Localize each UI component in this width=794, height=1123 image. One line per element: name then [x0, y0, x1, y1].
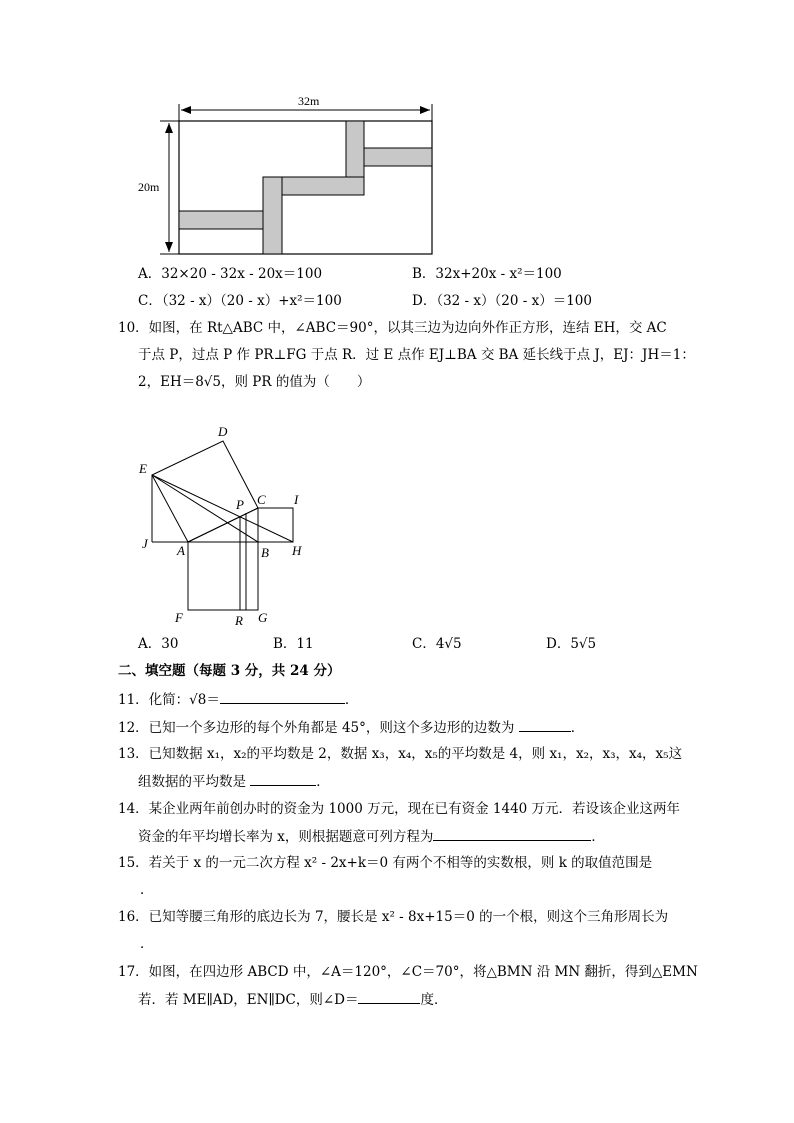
- point-label-r: R: [235, 613, 243, 628]
- q14-line1: 14．某企业两年前创办时的资金为 1000 万元，现在已有资金 1440 万元．若设该企业这两年: [118, 801, 681, 817]
- q10-option-d: D．5√5: [546, 636, 597, 652]
- q11-answer-blank[interactable]: [220, 689, 345, 704]
- q9-option-d: D．（32 - x）（20 - x）＝100: [412, 293, 592, 309]
- height-label: 20m: [138, 180, 160, 194]
- point-label-p: P: [236, 497, 244, 512]
- q15-line1: 15．若关于 x 的一元二次方程 x² - 2x+k＝0 有两个不相等的实数根，则 k 的取值范围是: [118, 855, 653, 871]
- road-segment: [346, 121, 364, 177]
- q17-line2: 若．若 ME∥AD，EN∥DC，则∠D＝ 度．: [138, 989, 447, 1010]
- point-label-b: B: [261, 545, 269, 560]
- q9-option-a: A．32×20 - 32x - 20x＝100: [138, 266, 323, 282]
- q15-line2: ．: [140, 882, 154, 898]
- width-label: 32m: [298, 94, 320, 108]
- q12: 12．已知一个多边形的每个外角都是 45°，则这个多边形的边数为 ．: [118, 717, 584, 738]
- point-label-f: F: [175, 610, 183, 625]
- q10-line1: 10．如图，在 Rt△ABC 中，∠ABC＝90°，以其三边为边向外作正方形，连结 EH，交 AC: [118, 320, 667, 336]
- geometry-figure: [152, 441, 293, 610]
- point-label-i: I: [294, 492, 299, 507]
- q9-option-c: C．（32 - x）（20 - x）+x²＝100: [138, 293, 342, 309]
- q16-line1: 16．已知等腰三角形的底边长为 7，腰长是 x² - 8x+15＝0 的一个根，则这个三角形周长为: [118, 909, 669, 925]
- road-segment: [263, 177, 282, 254]
- road-segment: [179, 211, 263, 229]
- q13-answer-blank[interactable]: [250, 771, 316, 786]
- q9-option-b: B．32x+20x - x²＝100: [412, 266, 562, 282]
- point-label-j: J: [142, 536, 148, 551]
- point-label-c: C: [257, 492, 266, 507]
- point-label-h: H: [292, 543, 302, 558]
- q10-option-c: C．4√5: [412, 636, 462, 652]
- q10-option-a: A．30: [138, 636, 179, 652]
- q13-line2: 组数据的平均数是 ．: [138, 771, 330, 792]
- road-segment: [282, 177, 364, 195]
- q12-answer-blank[interactable]: [519, 717, 571, 732]
- q16-line2: ．: [140, 936, 154, 952]
- q17-answer-blank[interactable]: [358, 989, 420, 1004]
- q14-answer-blank[interactable]: [433, 826, 591, 841]
- q17-line1: 17．如图，在四边形 ABCD 中，∠A＝120°，∠C＝70°，将△BMN 沿 MN 翻折，得到△EMN: [118, 964, 698, 980]
- q14-line2: 资金的年平均增长率为 x，则根据题意可列方程为 ．: [138, 826, 605, 847]
- q10-line3: 2，EH＝8√5，则 PR 的值为（ ）: [138, 374, 371, 390]
- road-segment: [364, 148, 432, 166]
- section2-title: 二、填空题（每题 3 分，共 24 分）: [118, 663, 341, 679]
- point-label-e: E: [139, 461, 147, 476]
- q11: 11．化简：√8＝ ．: [118, 689, 358, 710]
- point-label-a: A: [177, 543, 185, 558]
- q10-option-b: B．11: [273, 636, 314, 652]
- point-label-d: D: [218, 424, 228, 439]
- q13-line1: 13．已知数据 x₁，x₂的平均数是 2，数据 x₃，x₄，x₅的平均数是 4，则 x₁，x₂，x₃，x₄，x₅这: [118, 746, 683, 762]
- q10-line2: 于点 P，过点 P 作 PR⊥FG 于点 R．过 E 点作 EJ⊥BA 交 BA 延长线于点 J，EJ：JH＝1：: [138, 347, 695, 363]
- point-label-g: G: [258, 610, 268, 625]
